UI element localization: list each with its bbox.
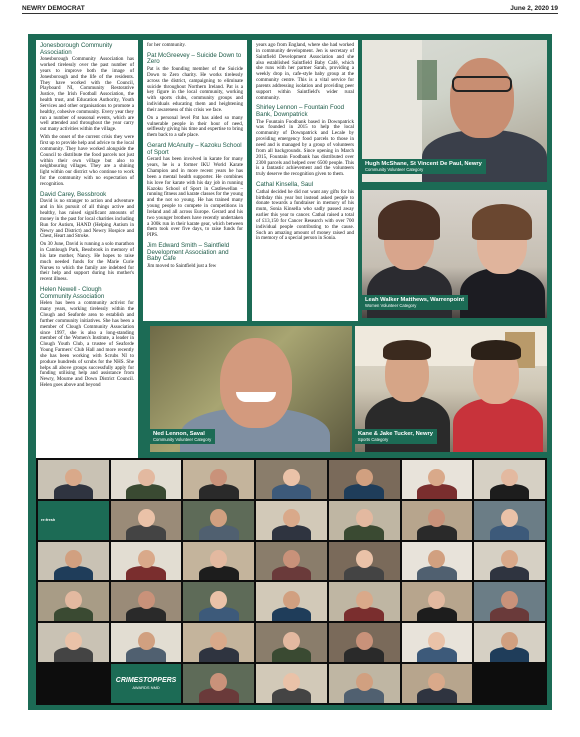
photo-hugh-mcshane (362, 40, 547, 182)
caption-name: Hugh McShane, St Vincent De Paul, Newry (365, 160, 482, 167)
masthead-date: June 2, 2020 19 (510, 5, 558, 12)
video-participant-tile (402, 460, 473, 499)
video-participant-tile (329, 582, 400, 621)
video-participant-tile (329, 664, 400, 703)
video-participant-tile (111, 501, 182, 540)
refresh-label: re:fresh (41, 517, 56, 522)
article-paragraph: Gerard has been involved in karate for many years, he is a former IKU World Karate Champion and in more recent years he has been a mental health supporter. He combines his love for karate with his day job in running Kazoku School of Sport in Castlewellan – running fitness and karate classes for the young and the not so young. He has trained many young people to compete in competitions in Ireland and all across Europe. Gerard and his two younger brothers have recently undertaken a 300k run in their karate gear, which between them took over five days, to raise funds for PIPS. (147, 156, 244, 239)
article-column-1 (36, 40, 138, 458)
video-participant-tile (111, 460, 182, 499)
participant-body (490, 525, 530, 540)
photo-kane-jake-tucker (355, 326, 547, 452)
participant-face (428, 673, 445, 691)
photo-ned-lennon (150, 326, 352, 452)
logo-main-text: CRIMESTOPPERS (115, 677, 177, 685)
caption-name: Kane & Jake Tucker, Newry (358, 430, 433, 437)
video-participant-tile (474, 501, 545, 540)
masthead-title: NEWRY DEMOCRAT (22, 5, 85, 12)
article-column-3 (252, 40, 358, 321)
participant-body (199, 484, 239, 499)
participant-body (490, 484, 530, 499)
masthead (22, 2, 558, 14)
video-participant-tile (402, 664, 473, 703)
article-heading: David Carey, Bessbrook (40, 190, 107, 198)
participant-face (138, 509, 155, 527)
article-heading: Shirley Lennon – Fountain Food Bank, Downpatrick (256, 104, 345, 119)
video-participant-tile (474, 623, 545, 662)
participant-face (210, 632, 227, 650)
article-paragraph: Jim moved to Saintfield just a few (147, 262, 217, 269)
empty-tile (474, 664, 545, 703)
participant-body (417, 525, 457, 540)
video-participant-tile (38, 623, 109, 662)
article-paragraph: Cathal decided he did not want any gifts for his birthday this year but instead asked people to donate towards a fundraiser in memory of his mum, Sonia Kinsella who sadly passed away earlier this year to cancer. Cathal raised a total of £13,150 for Cancer Research with over 700 individual people contributing to the cause. Such an amazing amount of money raised and in memory of a special person in Sonia. (256, 188, 354, 242)
article-paragraph: Helen has been a community activist for many years, working tirelessly within the Clough and Seaforde area to establish and further community initiatives. She has been a member of Clough Community Association since 1997, she is also a long-standing member of the Women's Institute, a leader in Clough Youth Club, a trustee of Seaforde Young Farmers' Club Hall and more recently she has been working with Scrubs NI to produce hundreds of scrubs for the NHS. She helps all above groups successfully apply for funding utilising help and assistance from Newry, Mourne and Down District Council. Helen goes above and beyond (40, 300, 134, 389)
awards-logo-tile (111, 664, 182, 703)
video-participant-tile (256, 664, 327, 703)
participant-body (126, 525, 166, 540)
article-paragraph: On a personal level Pat has aided so many vulnerable people in their hour of need, selflessly giving his time and expertise to bring them back to a safe place. (147, 114, 243, 139)
video-participant-tile (402, 501, 473, 540)
participant-face (65, 550, 82, 568)
participant-face (138, 550, 155, 568)
video-participant-tile (256, 623, 327, 662)
participant-face (65, 591, 82, 609)
participant-face (356, 509, 373, 527)
article-heading: Pat McGreevey – Suicide Down to Zero (147, 51, 242, 66)
participant-face (356, 632, 373, 650)
participant-body (199, 525, 239, 540)
video-participant-tile (329, 460, 400, 499)
video-participant-tile (183, 460, 254, 499)
video-participant-tile (111, 623, 182, 662)
article-heading: Jim Edward Smith – Saintfield Development Association and Baby Cafe (147, 242, 230, 263)
caption-category: Women Volunteer Category (365, 303, 417, 308)
article-heading: Jonesborough Community Association (40, 42, 113, 56)
photo-caption (362, 159, 486, 175)
participant-face (210, 673, 227, 691)
participant-face (356, 550, 373, 568)
participant-face (138, 632, 155, 650)
participant-face (283, 469, 300, 487)
video-participant-tile (474, 542, 545, 581)
empty-tile (38, 664, 109, 703)
participant-body (344, 525, 384, 540)
participant-body (272, 525, 312, 540)
article-column-2 (143, 40, 247, 321)
participant-body (417, 484, 457, 499)
participant-face (356, 591, 373, 609)
video-participant-tile (402, 623, 473, 662)
video-participant-tile (402, 542, 473, 581)
video-participant-tile (402, 582, 473, 621)
video-participant-tile (256, 460, 327, 499)
video-participant-tile (183, 582, 254, 621)
article-paragraph: Pat is the founding member of the Suicide Down to Zero charity. He works tirelessly across the district, campaigning to eliminate suicide throughout Northern Ireland. Pat is a key figure in the local community, working with sports clubs, community groups and individuals educating them and heightening their awareness of this crisis we face. (147, 66, 243, 113)
participant-face (65, 632, 82, 650)
logo-sub-text: AWARDS NMD (132, 685, 160, 691)
video-participant-tile (111, 582, 182, 621)
article-paragraph: years ago from England, where she had worked in community development. Jen is secretary of Saintfield Development Association and she also established Saintfield Baby Café, which she runs with her partner Sarah, providing a weekly drop in, cafe-style baby group at the community centre. This is a vital service for parents addressing isolation and providing peer support within Saintfield's wider rural community. (256, 42, 354, 101)
video-participant-tile (256, 542, 327, 581)
video-participant-tile (38, 542, 109, 581)
article-paragraph: With the onset of the current crisis they were first up to provide help and advice to the local community. They have worked alongside the Council to distribute the food parcels not just within their own village but also to neighbouring villages. They are a shining light within our district who continue to work for the community with no expectation of recognition. (40, 134, 134, 187)
video-participant-tile (38, 582, 109, 621)
participant-face (65, 469, 82, 487)
participant-body (54, 484, 94, 499)
video-participant-tile (329, 542, 400, 581)
video-participant-tile (329, 501, 400, 540)
article-paragraph: for her community. (147, 42, 186, 48)
caption-category: Community Volunteer Category (365, 167, 424, 172)
article-heading: Gerard McAnulty – Kazoku School of Sport (147, 142, 242, 156)
video-participant-tile (183, 542, 254, 581)
photo-caption (150, 429, 215, 445)
video-participant-tile (256, 501, 327, 540)
video-participant-tile (329, 623, 400, 662)
photo-caption (362, 295, 468, 311)
video-participant-tile (474, 582, 545, 621)
article-paragraph: David is no stranger to action and adventure and in his pursuit of all things active and healthy, has raised significant amounts of money in the past for local charities including Run for Autism, HAND (Helping Autism in Newry and District) and Newry Hospice and Chest, Heart and Stroke. (40, 198, 134, 240)
caption-name: Ned Lennon, Saval (153, 430, 205, 437)
photo-leah-walker-matthews (362, 190, 547, 318)
article-heading: Helen Newell - Clough Community Association (40, 286, 105, 300)
participant-body (272, 484, 312, 499)
video-call-mosaic (36, 458, 547, 705)
participant-face (283, 673, 300, 691)
participant-face (283, 632, 300, 650)
participant-face (356, 673, 373, 691)
video-participant-tile (256, 582, 327, 621)
article-heading: Cathal Kinsella, Saul (256, 181, 314, 189)
photo-caption (355, 429, 437, 445)
refresh-tile (38, 501, 109, 540)
participant-body (344, 484, 384, 499)
participant-face (501, 632, 518, 650)
video-participant-tile (38, 460, 109, 499)
participant-face (283, 591, 300, 609)
participant-face (283, 550, 300, 568)
participant-face (356, 469, 373, 487)
video-participant-tile (474, 460, 545, 499)
participant-face (501, 591, 518, 609)
caption-category: Sports Category (358, 437, 389, 442)
caption-category: Community Volunteer Category (153, 437, 212, 442)
article-paragraph: Jonesborough Community Association has worked tirelessly over the past number of years to improve both the image of Jonesborough and the life of the residents. They have worked with the Council, Playboard NI, Community Restorative Justice, the Irish Football Association, the health trust, and Education Authority, Youth Services and other organisations to promote a healthy, cohesive community. Every year they run a number of seasonal events, which are well attended and throughout the year carry out many activities within the village. (40, 56, 134, 133)
participant-body (126, 484, 166, 499)
video-participant-tile (111, 542, 182, 581)
article-paragraph: The Fountain Foodbank based in Downpatrick was founded in 2015 to help the local community of Downpatrick and Lecale by providing emergency food parcels to those in need and is managed by a group of volunteers from all backgrounds. Since opening in March 2015, Fountain Foodbank has distributed over 2300 parcels and helped over 6500 people. This is a fantastic achievement and the volunteers truly deserve the recognition given to them. (256, 118, 354, 178)
video-participant-tile (183, 501, 254, 540)
participant-face (138, 469, 155, 487)
video-participant-tile (183, 623, 254, 662)
participant-face (138, 591, 155, 609)
article-paragraph: On 30 June, David is running a solo marathon in Camlough Park, Bessbrook in memory of his late mother, Nancy. He hopes to raise much needed funds for the Marie Curie Nurses to which the family are indebted for their help and support during his mother's recent illness. (40, 241, 134, 283)
video-participant-tile (183, 664, 254, 703)
caption-name: Leah Walker Matthews, Warrenpoint (365, 296, 465, 303)
